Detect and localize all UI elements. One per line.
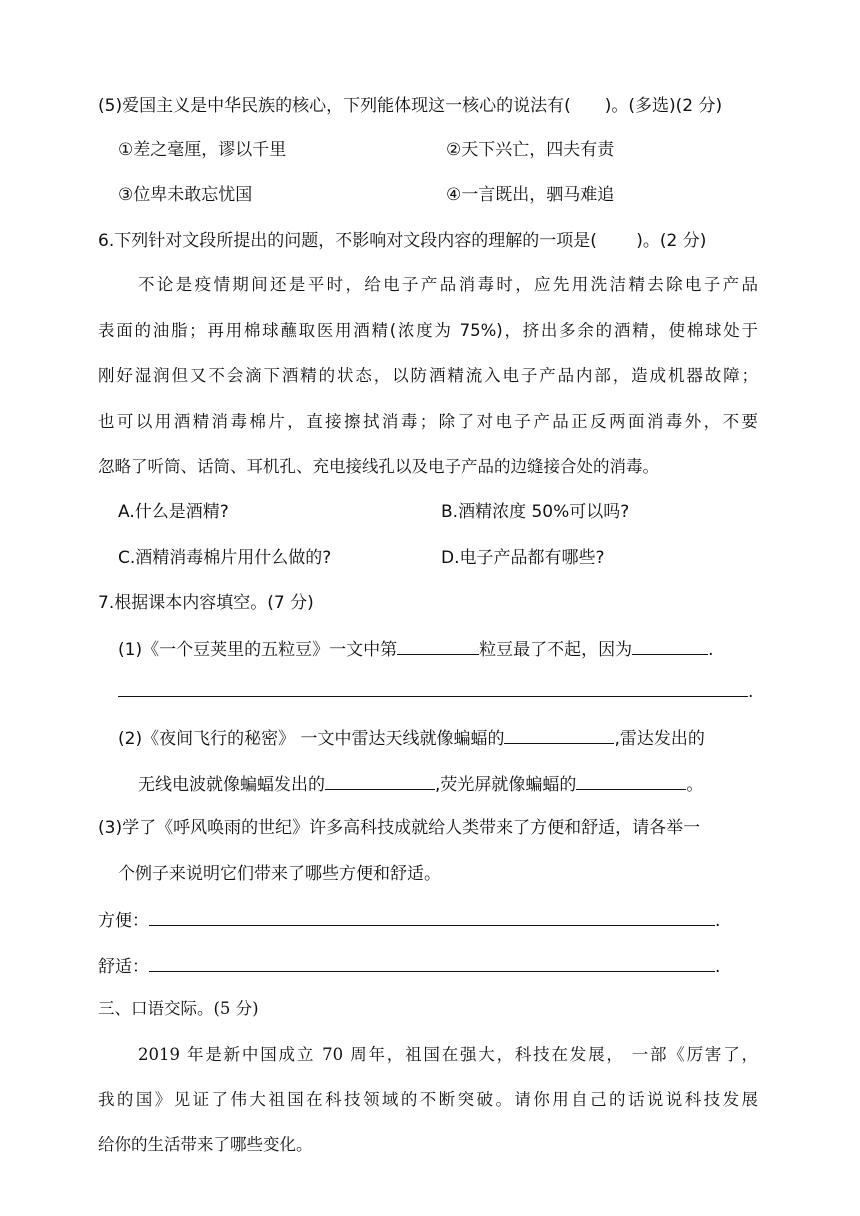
q6-option-c: C.酒精消毒棉片用什么做的? [118, 548, 332, 568]
q7-part3-line1: (3)学了《呼风唤雨的世纪》许多高科技成就给人类带来了方便和舒适，请各举一 [98, 818, 701, 838]
comfort-end: . [715, 957, 721, 977]
convenience-blank[interactable] [149, 907, 715, 926]
q7-part2-blank-2[interactable] [325, 771, 435, 790]
q7-part1-blank-1[interactable] [397, 636, 479, 655]
q7-part1-blank-3[interactable] [118, 678, 748, 697]
q6-passage-line-3: 刚好湿润但又不会滴下酒精的状态，以防酒精流入电子产品内部，造成机器故障； [98, 366, 758, 385]
convenience-label: 方便： [98, 911, 149, 931]
q7-part2-end: 。 [686, 775, 704, 795]
comfort-label: 舒适： [98, 957, 149, 977]
q5-option-1: ①差之毫厘，谬以千里 [118, 140, 287, 160]
q6-stem: 6.下列针对文段所提出的问题，不影响对文段内容的理解的一项是( )。(2 分) [98, 231, 707, 251]
comfort-blank[interactable] [149, 953, 715, 972]
q5-option-2: ②天下兴亡，四夫有责 [446, 140, 615, 160]
q7-stem: 7.根据课本内容填空。(7 分) [98, 593, 314, 613]
q7-part2-line1 [118, 725, 705, 751]
q7-part1-line1 [118, 636, 714, 662]
section3-line-1: 2019 年是新中国成立 70 周年，祖国在强大，科技在发展， 一部《厉害了， [138, 1045, 758, 1064]
q7-part2-text-d: ,荧光屏就像蝙蝠的 [435, 775, 577, 795]
comfort-answer-line [98, 953, 720, 979]
q6-passage-line-1: 不论是疫情期间还是平时，给电子产品消毒时，应先用洗洁精去除电子产品 [138, 275, 758, 294]
q7-part2-text-a: (2)《夜间飞行的秘密》 一文中雷达天线就像蝙蝠的 [118, 729, 505, 749]
q5-option-4: ④一言既出，驷马难追 [446, 185, 615, 205]
q7-part1-text-a: (1)《一个豆荚里的五粒豆》一文中第 [118, 640, 398, 660]
q7-part1-end: . [708, 640, 714, 660]
q7-part1-blank-2[interactable] [632, 636, 708, 655]
q6-passage-line-4: 也可以用酒精消毒棉片，直接擦拭消毒；除了对电子产品正反两面消毒外，不要 [98, 412, 758, 431]
q7-part2-text-b: ,雷达发出的 [614, 729, 705, 749]
section3-line-3: 给你的生活带来了哪些变化。 [98, 1135, 313, 1154]
convenience-end: . [715, 911, 721, 931]
section3-line-2: 我的国》见证了伟大祖国在科技领域的不断突破。请你用自己的话说说科技发展 [98, 1090, 758, 1109]
q6-passage-line-2: 表面的油脂；再用棉球蘸取医用酒精(浓度为 75%)，挤出多余的酒精，使棉球处于 [98, 321, 758, 340]
q7-part2-line2 [138, 771, 703, 797]
convenience-answer-line [98, 907, 720, 933]
q7-part2-text-c: 无线电波就像蝙蝠发出的 [138, 775, 325, 795]
q6-option-d: D.电子产品都有哪些? [441, 548, 605, 568]
q7-part2-blank-3[interactable] [576, 771, 686, 790]
q6-option-a: A.什么是酒精? [118, 502, 229, 522]
q6-passage-line-5: 忽略了听筒、话筒、耳机孔、充电接线孔以及电子产品的边缝接合处的消毒。 [98, 457, 659, 476]
q7-part1-line2 [118, 678, 753, 704]
q7-part2-blank-1[interactable] [504, 725, 614, 744]
q7-part1-text-b: 粒豆最了不起，因为 [479, 640, 633, 660]
q6-option-b: B.酒精浓度 50%可以吗? [441, 502, 630, 522]
q7-part3-line2: 个例子来说明它们带来了哪些方便和舒适。 [118, 864, 441, 884]
q5-stem: (5)爱国主义是中华民族的核心，下列能体现这一核心的说法有( )。(多选)(2 分) [98, 96, 723, 116]
q5-option-3: ③位卑未敢忘忧国 [118, 185, 253, 205]
q7-part1-end2: . [748, 682, 754, 702]
section3-title: 三、口语交际。(5 分) [98, 999, 259, 1018]
